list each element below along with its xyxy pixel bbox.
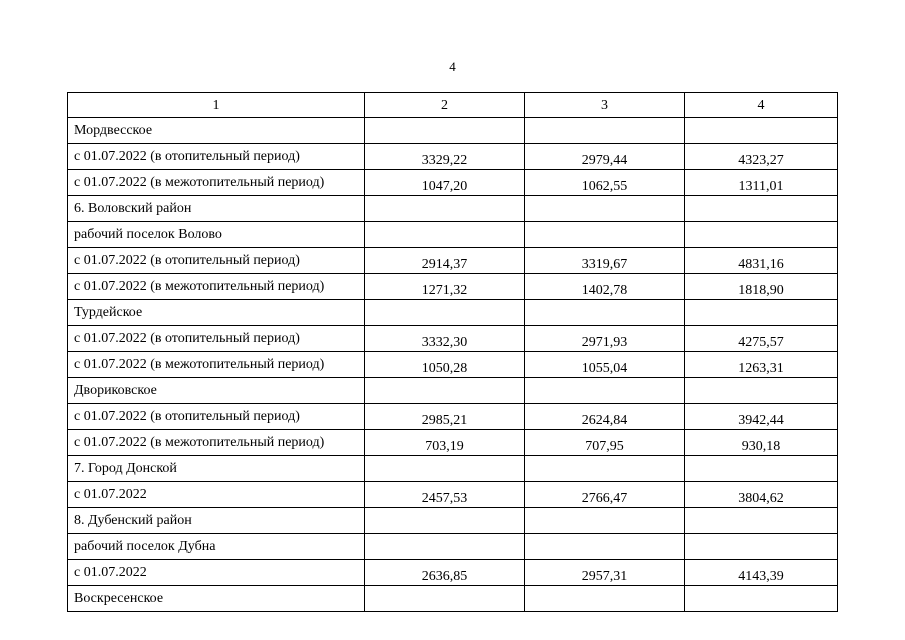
table-row [68,222,838,248]
row-label: с 01.07.2022 [68,560,365,586]
value-cell: 4831,16 [685,248,838,274]
tariff-table [67,92,838,612]
table-row [68,456,838,482]
value-cell: 3329,22 [365,144,525,170]
table-row [68,560,838,586]
table-row [68,378,838,404]
value-cell: 2457,53 [365,482,525,508]
row-label: с 01.07.2022 (в отопительный период) [68,248,365,274]
table-row [68,534,838,560]
value-cell: 3319,67 [525,248,685,274]
value-cell: 707,95 [525,430,685,456]
value-cell: 930,18 [685,430,838,456]
table-row [68,118,838,144]
value-cell [365,586,525,612]
value-cell [685,378,838,404]
value-cell [525,118,685,144]
table-row [68,404,838,430]
tariff-table-body [68,93,838,612]
value-cell [685,586,838,612]
table-row [68,274,838,300]
value-cell [365,196,525,222]
value-cell [525,196,685,222]
row-label: Воскресенское [68,586,365,612]
value-cell: 4323,27 [685,144,838,170]
value-cell [365,300,525,326]
value-cell [365,534,525,560]
value-cell: 1263,31 [685,352,838,378]
value-cell: 2636,85 [365,560,525,586]
value-cell: 1047,20 [365,170,525,196]
table-row [68,170,838,196]
row-label: с 01.07.2022 [68,482,365,508]
column-header: 2 [365,93,525,118]
value-cell: 1402,78 [525,274,685,300]
value-cell [525,456,685,482]
row-label: с 01.07.2022 (в межотопительный период) [68,430,365,456]
value-cell [525,378,685,404]
row-label: рабочий поселок Дубна [68,534,365,560]
value-cell [525,508,685,534]
table-row [68,300,838,326]
value-cell: 1818,90 [685,274,838,300]
value-cell [365,222,525,248]
value-cell: 3332,30 [365,326,525,352]
value-cell: 3804,62 [685,482,838,508]
value-cell: 2979,44 [525,144,685,170]
row-label: с 01.07.2022 (в межотопительный период) [68,274,365,300]
table-row [68,430,838,456]
column-header: 4 [685,93,838,118]
column-header: 3 [525,93,685,118]
page-number: 4 [449,59,456,74]
value-cell: 4143,39 [685,560,838,586]
value-cell [685,534,838,560]
value-cell: 1311,01 [685,170,838,196]
row-label: рабочий поселок Волово [68,222,365,248]
table-row [68,196,838,222]
value-cell: 1050,28 [365,352,525,378]
value-cell [525,586,685,612]
row-label: с 01.07.2022 (в межотопительный период) [68,170,365,196]
value-cell: 2624,84 [525,404,685,430]
table-header-row [68,93,838,118]
value-cell: 2766,47 [525,482,685,508]
table-row [68,248,838,274]
value-cell [685,196,838,222]
value-cell [365,118,525,144]
row-label: с 01.07.2022 (в отопительный период) [68,144,365,170]
row-label: с 01.07.2022 (в межотопительный период) [68,352,365,378]
value-cell [685,456,838,482]
row-label: Мордвесское [68,118,365,144]
table-row [68,508,838,534]
row-label: Двориковское [68,378,365,404]
row-label: с 01.07.2022 (в отопительный период) [68,326,365,352]
row-label: Турдейское [68,300,365,326]
value-cell [365,378,525,404]
value-cell [525,300,685,326]
row-label: 7. Город Донской [68,456,365,482]
value-cell [525,222,685,248]
value-cell: 2914,37 [365,248,525,274]
value-cell: 2957,31 [525,560,685,586]
value-cell: 1055,04 [525,352,685,378]
value-cell: 2985,21 [365,404,525,430]
value-cell [685,118,838,144]
table-row [68,144,838,170]
value-cell [365,456,525,482]
table-row [68,326,838,352]
row-label: 8. Дубенский район [68,508,365,534]
value-cell: 1062,55 [525,170,685,196]
value-cell: 4275,57 [685,326,838,352]
table-row [68,482,838,508]
value-cell [365,508,525,534]
column-header: 1 [68,93,365,118]
value-cell: 3942,44 [685,404,838,430]
value-cell [685,222,838,248]
table-row [68,586,838,612]
value-cell [525,534,685,560]
value-cell: 1271,32 [365,274,525,300]
row-label: с 01.07.2022 (в отопительный период) [68,404,365,430]
value-cell: 703,19 [365,430,525,456]
value-cell [685,508,838,534]
table-row [68,352,838,378]
value-cell: 2971,93 [525,326,685,352]
value-cell [685,300,838,326]
row-label: 6. Воловский район [68,196,365,222]
